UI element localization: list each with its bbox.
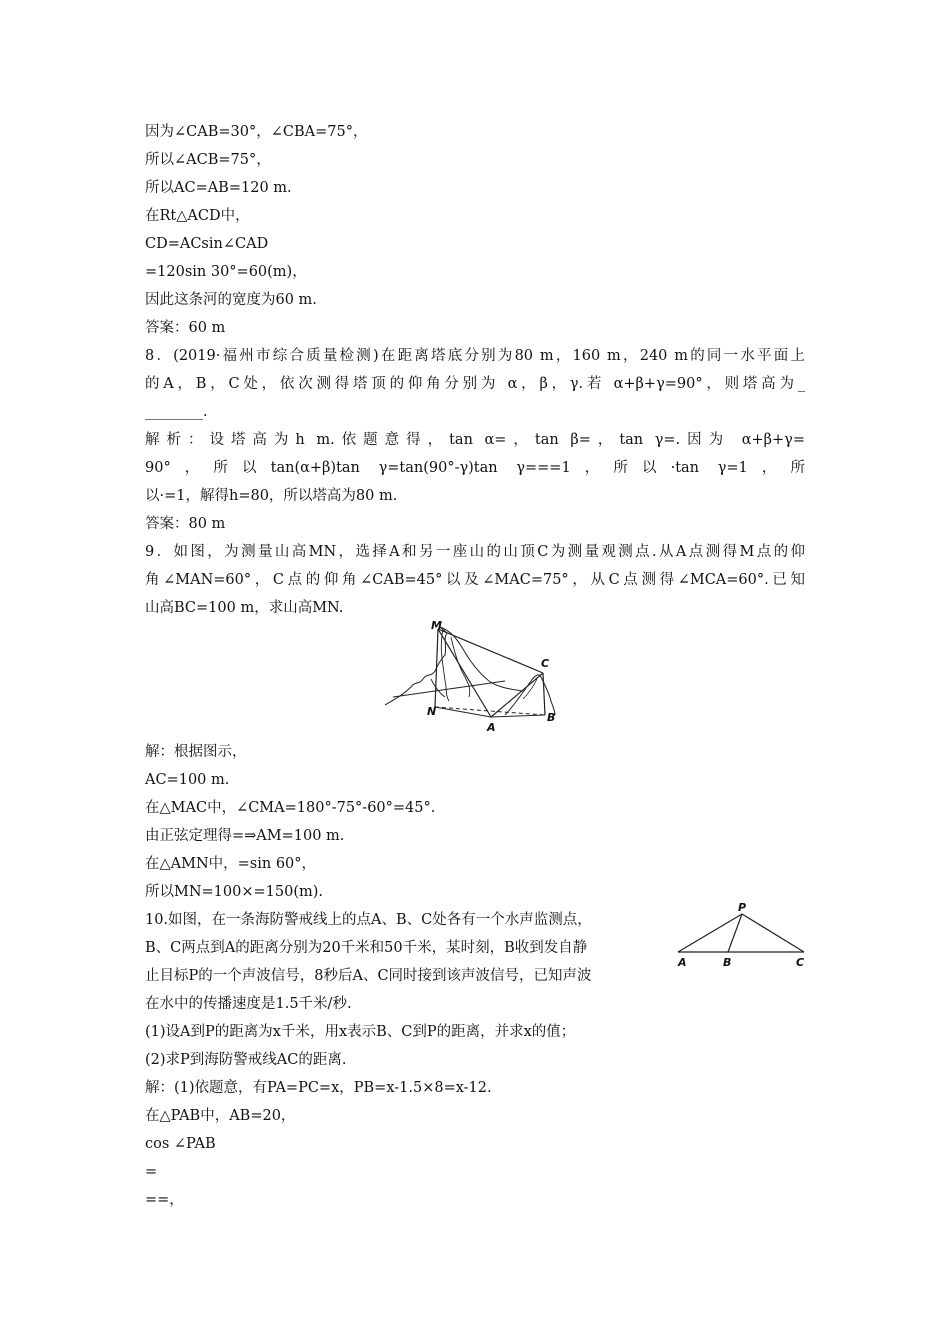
point-label-m: M — [431, 619, 442, 632]
text-line: 所以∠ACB=75°， — [145, 152, 271, 168]
solution-line: 由正弦定理得=⇒AM=100 m. — [145, 828, 345, 844]
solution-line: 在△PAB中，AB=20， — [145, 1108, 296, 1124]
point-label-p: P — [738, 901, 747, 914]
text-line: 所以AC=AB=120 m. — [145, 180, 292, 196]
solution-line: AC=100 m. — [145, 772, 230, 788]
text-line: 因为∠CAB=30°，∠CBA=75°， — [145, 124, 368, 140]
point-label-n: N — [427, 705, 437, 718]
text-line: =120sin 30°=60(m)， — [145, 264, 307, 280]
answer-line: 答案：60 m — [145, 320, 226, 336]
solution-line: 在△AMN中，=sin 60°， — [145, 856, 317, 872]
question-10-part: (2)求P到海防警戒线AC的距离. — [145, 1052, 347, 1068]
solution-line: ==， — [145, 1192, 184, 1208]
solution-line: = — [145, 1164, 158, 1180]
mountain-figure — [385, 615, 585, 740]
point-label-a: A — [487, 721, 496, 734]
point-label-b: B — [723, 956, 732, 969]
question-9-line: 9．如图，为测量山高MN，选择A和另一座山的山顶C为测量观测点.从A点测得M点的仰 — [145, 544, 805, 560]
solution-line: 解析：设塔高为h m.依题意得，tan α=，tan β=，tan γ=.因为 α+β+γ= — [145, 432, 805, 448]
question-10-part: (1)设A到P的距离为x千米，用x表示B、C到P的距离，并求x的值； — [145, 1024, 576, 1040]
solution-line: 在△MAC中，∠CMA=180°-75°-60°=45°. — [145, 800, 436, 816]
point-label-c: C — [796, 956, 805, 969]
text-line: 因此这条河的宽度为60 m. — [145, 292, 317, 308]
question-9-line: 山高BC=100 m，求山高MN. — [145, 600, 344, 616]
point-label-c: C — [541, 657, 550, 670]
point-label-b: B — [547, 711, 556, 724]
answer-line: 答案：80 m — [145, 516, 226, 532]
question-10-line: B、C两点到A的距离分别为20千米和50千米，某时刻，B收到发自静 — [145, 940, 588, 956]
solution-line: 解：根据图示， — [145, 744, 247, 760]
answer-blank: ________. — [145, 404, 208, 420]
triangle-figure — [672, 900, 812, 972]
solution-line: 解：(1)依题意，有PA=PC=x，PB=x-1.5×8=x-12. — [145, 1080, 492, 1096]
question-9-line: 角∠MAN=60°，C点的仰角∠CAB=45°以及∠MAC=75°，从C点测得∠MCA=60°.已知 — [145, 572, 805, 588]
solution-line: cos ∠PAB — [145, 1136, 216, 1152]
question-10-line: 10.如图，在一条海防警戒线上的点A、B、C处各有一个水声监测点， — [145, 912, 592, 928]
question-10-line: 在水中的传播速度是1.5千米/秒. — [145, 996, 352, 1012]
text-line: 在Rt△ACD中， — [145, 208, 250, 224]
question-8-line: 的A，B，C处，依次测得塔顶的仰角分别为 α，β，γ.若 α+β+γ=90°，则塔高为_ — [145, 376, 805, 392]
solution-line: 以·=1，解得h=80，所以塔高为80 m. — [145, 488, 398, 504]
solution-line: 所以MN=100×=150(m). — [145, 884, 324, 900]
question-10-line: 止目标P的一个声波信号，8秒后A、C同时接到该声波信号，已知声波 — [145, 968, 592, 984]
question-8-line: 8．(2019·福州市综合质量检测)在距离塔底分别为80 m，160 m，240 m的同一水平面上 — [145, 348, 805, 364]
text-line: CD=ACsin∠CAD — [145, 236, 269, 252]
solution-line: 90°，所以tan(α+β)tan γ=tan(90°-γ)tan γ===1，所以·tan γ=1，所 — [145, 460, 805, 476]
point-label-a: A — [678, 956, 687, 969]
